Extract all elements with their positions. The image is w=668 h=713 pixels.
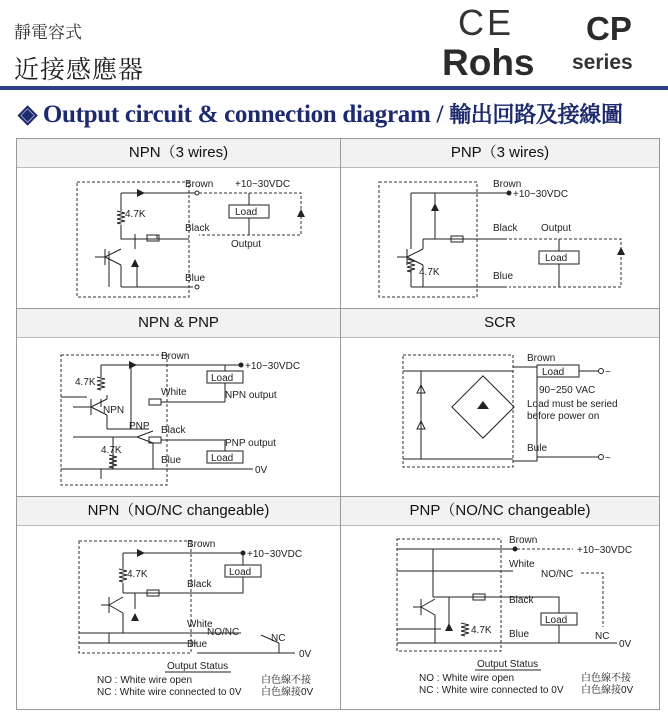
supply-label: +10~30VDC	[247, 549, 303, 560]
nc-cn: 白色線接0V	[581, 685, 634, 696]
nc-cn: 白色線接0V	[261, 687, 314, 698]
section-title-en: Output circuit & connection diagram /	[42, 101, 444, 128]
resistor-icon	[407, 259, 415, 272]
pnp-label: PNP	[129, 421, 150, 432]
diode-icon	[129, 361, 137, 369]
res-label: 4.7K	[125, 209, 146, 220]
pnp-out-label: PNP output	[225, 438, 276, 449]
panel-npn-3wire	[17, 139, 341, 309]
resistor-top-icon	[97, 377, 105, 390]
pnp3-schematic	[341, 139, 659, 309]
no-cn: 白色線不接	[261, 675, 311, 686]
panel-title: NPN（NO/NC changeable)	[17, 497, 340, 526]
nonc-lead	[581, 573, 603, 627]
zero-v-label: 0V	[619, 639, 632, 650]
resistor-icon	[461, 623, 469, 636]
res-label: 4.7K	[419, 267, 440, 278]
subtitle-cn: 靜電容式	[14, 23, 82, 43]
zener-diode-icon	[131, 259, 139, 267]
pnpnc-schematic	[341, 497, 659, 709]
title-cn: 近接感應器	[14, 55, 145, 84]
nonc-label: NO/NC	[541, 569, 574, 580]
zener-diode-icon	[431, 203, 439, 211]
no-en: NO : White wire open	[419, 673, 515, 684]
supply-label: +10~30VDC	[577, 545, 633, 556]
terminal-icon	[195, 191, 199, 195]
scr-schematic	[341, 309, 659, 497]
npnnc-schematic	[17, 497, 341, 709]
tilde-bot: ~	[605, 453, 611, 464]
panel-title: NPN（3 wires)	[17, 139, 340, 168]
white-label: White	[187, 619, 213, 630]
zero-v-label: 0V	[255, 465, 268, 476]
blue-label: Blue	[493, 271, 514, 282]
section-title	[18, 98, 623, 129]
load-label: Load	[545, 615, 568, 626]
panel-title: PNP（NO/NC changeable)	[341, 497, 659, 526]
brown-label: Brown	[161, 351, 190, 362]
zener-diode-icon	[445, 623, 453, 631]
ext-diode-icon	[617, 247, 625, 255]
panel-npn-nonc	[17, 497, 341, 709]
internal-wires	[397, 193, 507, 287]
rohs-mark: Rohs	[442, 42, 535, 83]
internal-wires	[403, 367, 537, 461]
section-title-cn: 輸出回路及接線圖	[449, 103, 623, 128]
brand-cp: CP	[586, 10, 632, 47]
internal-wires	[95, 193, 195, 287]
resistor-icon	[119, 569, 127, 582]
resistor-small-icon	[149, 399, 161, 405]
res-label: 4.7K	[127, 569, 148, 580]
terminal-icon	[513, 547, 518, 552]
blue-label: Blue	[161, 455, 182, 466]
brand-series: series	[572, 51, 633, 74]
blue-label: Blue	[187, 639, 208, 650]
diode-icon	[137, 549, 145, 557]
nc-en: NC : White wire connected to 0V	[419, 685, 564, 696]
sensor-box	[403, 355, 513, 467]
terminal-icon	[507, 191, 512, 196]
black-label: Black	[161, 425, 186, 436]
load-top-label: Load	[211, 373, 234, 384]
black-label: Black	[493, 223, 518, 234]
load-label: Load	[235, 207, 258, 218]
npn-out-label: NPN output	[225, 390, 277, 401]
bule-label: Bule	[527, 443, 548, 454]
res-label: 4.7K	[471, 625, 492, 636]
white-label: White	[509, 559, 535, 570]
status-title: Output Status	[167, 661, 229, 672]
nc-label: NC	[271, 633, 286, 644]
resistor-icon	[117, 211, 125, 224]
supply-label: +10~30VDC	[235, 179, 291, 190]
no-en: NO : White wire open	[97, 675, 193, 686]
terminal-icon	[599, 455, 604, 460]
diamond-bullet-icon: ◈	[18, 101, 37, 128]
black-label: Black	[509, 595, 534, 606]
npnpnp-schematic	[17, 309, 341, 497]
brown-label: Brown	[185, 179, 214, 190]
panel-pnp-nonc	[341, 497, 659, 709]
nc-en: NC : White wire connected to 0V	[97, 687, 242, 698]
blue-label: Blue	[509, 629, 530, 640]
npn3-schematic	[17, 139, 341, 309]
load-label: Load	[542, 367, 565, 378]
terminal-icon	[239, 363, 244, 368]
brown-label: Brown	[527, 353, 556, 364]
output-label: Output	[541, 223, 572, 234]
output-label: Output	[231, 239, 262, 250]
zero-v-label: 0V	[299, 649, 312, 660]
panel-pnp-3wire	[341, 139, 659, 309]
note1-label: Load must be seried	[527, 399, 618, 410]
panel-npn-pnp	[17, 309, 341, 497]
ce-mark: CE	[458, 2, 515, 43]
brown-label: Brown	[187, 539, 216, 550]
panel-title: NPN & PNP	[17, 309, 340, 338]
terminal-icon	[195, 285, 199, 289]
ext-diode-icon	[297, 209, 305, 217]
load-label: Load	[545, 253, 568, 264]
white-label: White	[161, 387, 187, 398]
diagram-grid	[16, 138, 660, 710]
vac-label: 90~250 VAC	[539, 385, 596, 396]
res-top-label: 4.7K	[75, 377, 96, 388]
header-rule	[0, 86, 668, 90]
panel-title: SCR	[341, 309, 659, 338]
black-label: Black	[187, 579, 212, 590]
load-bot-label: Load	[211, 453, 234, 464]
npn-label: NPN	[103, 405, 125, 416]
blue-label: Blue	[185, 273, 206, 284]
status-title: Output Status	[477, 659, 539, 670]
res-bot-label: 4.7K	[101, 445, 122, 456]
load-label: Load	[229, 567, 252, 578]
nonc-label: NO/NC	[207, 627, 240, 638]
brown-label: Brown	[509, 535, 538, 546]
diode-icon	[137, 189, 145, 197]
black-label: Black	[185, 223, 210, 234]
panel-scr	[341, 309, 659, 497]
no-cn: 白色線不接	[581, 673, 631, 684]
zener-diode-icon	[131, 613, 139, 621]
supply-label: +10~30VDC	[245, 361, 301, 372]
terminal-icon	[599, 369, 604, 374]
brown-label: Brown	[493, 179, 522, 190]
bridge-diode-icon	[477, 401, 489, 409]
panel-title: PNP（3 wires)	[341, 139, 659, 168]
nc-label: NC	[595, 631, 610, 642]
tilde-top: ~	[605, 367, 611, 378]
supply-label: +10~30VDC	[513, 189, 569, 200]
note2-label: before power on	[527, 411, 600, 422]
